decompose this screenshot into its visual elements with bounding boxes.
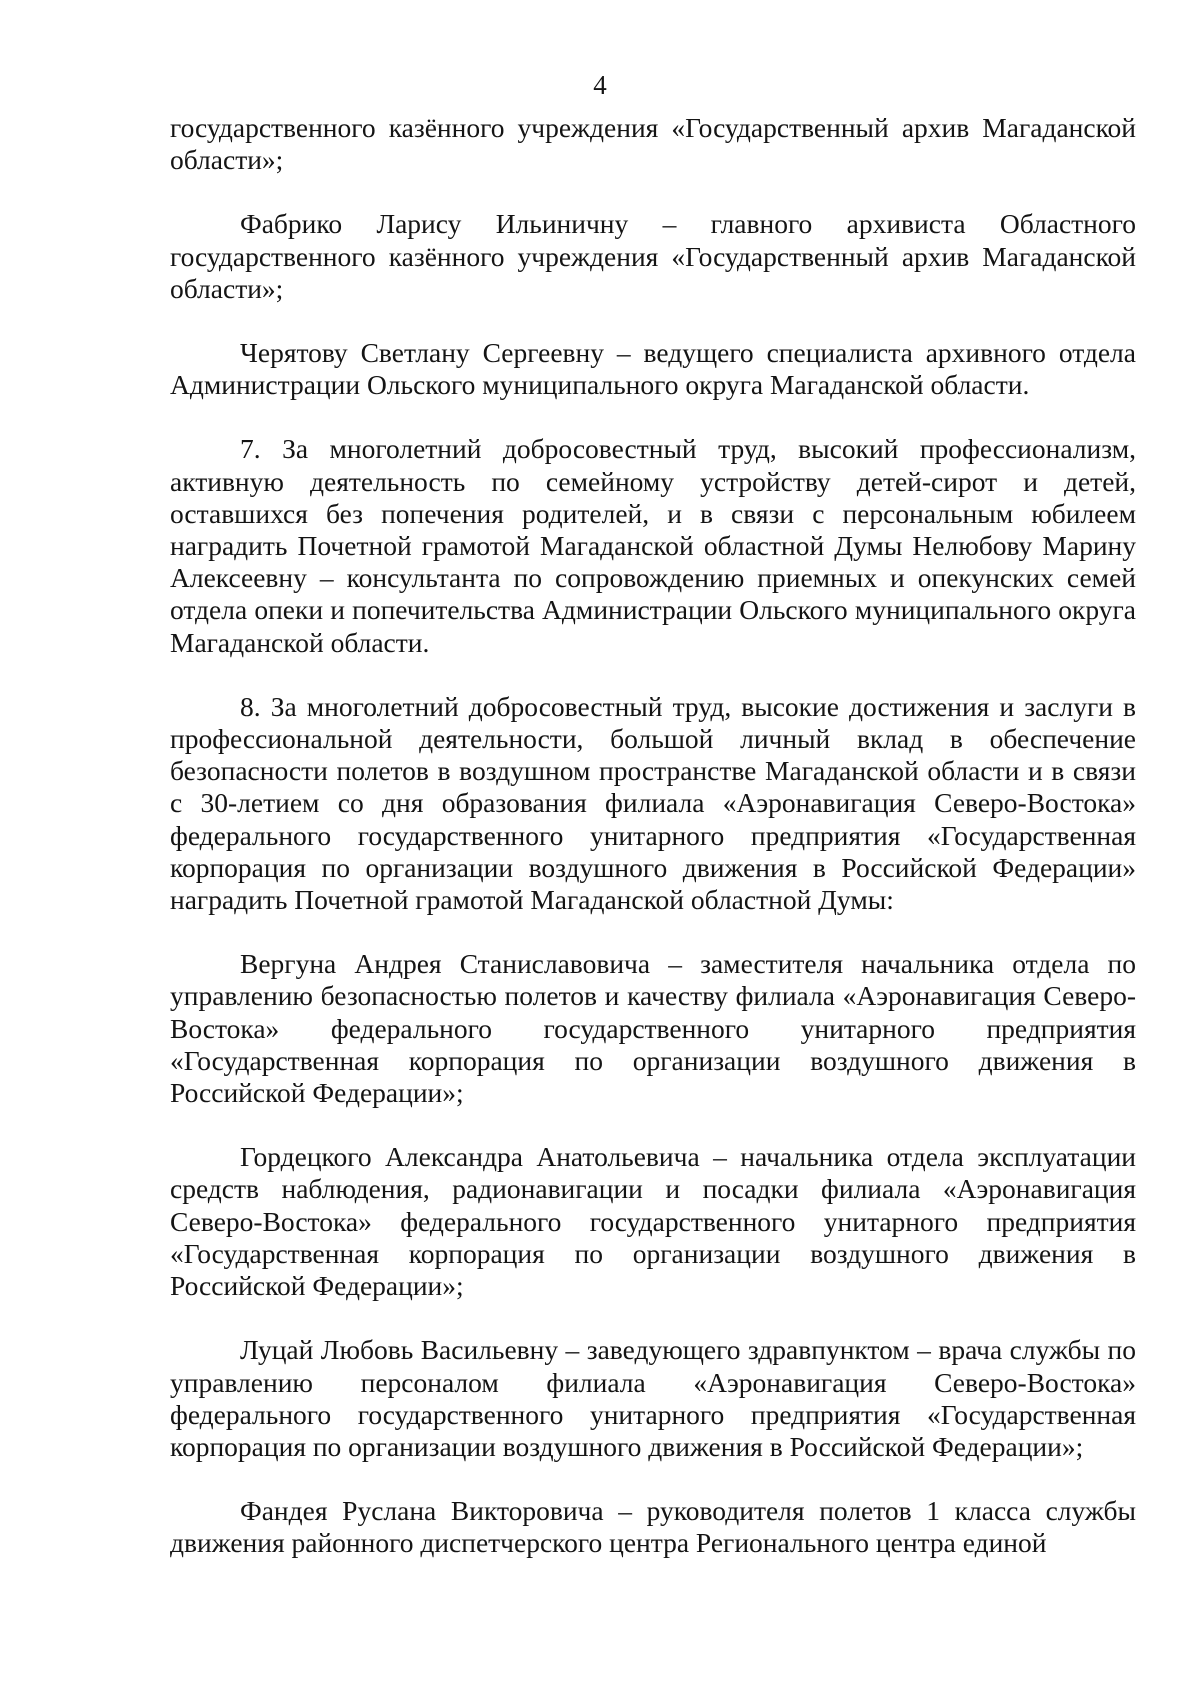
paragraph-gordetsky: Гордецкого Александра Анатольевича – начальника отдела эксплуатации средств наблюдения, радионавигации и посадки филиала «Аэронавигация Северо-Востока» федерального государственного унитарного предприятия «Государственная корпорация по организации воздушного движения в Российской Федерации»; (170, 1141, 1136, 1302)
paragraph-fandey: Фандея Руслана Викторовича – руководителя полетов 1 класса службы движения районного диспетчерского центра Регионального центра единой (170, 1495, 1136, 1559)
paragraph-fabriko: Фабрико Ларису Ильиничну – главного архивиста Областного государственного казённого учреждения «Государственный архив Магаданской области»; (170, 208, 1136, 304)
paragraph-archive-continuation: государственного казённого учреждения «Государственный архив Магаданской области»; (170, 112, 1136, 176)
page-number: 4 (593, 70, 607, 100)
paragraph-lutsai: Луцай Любовь Васильевну – заведующего здравпунктом – врача службы по управлению персоналом филиала «Аэронавигация Северо-Востока» федерального государственного унитарного предприятия «Государственная корпорация по организации воздушного движения в Российской Федерации»; (170, 1334, 1136, 1462)
paragraph-cheryatova: Черятову Светлану Сергеевну – ведущего специалиста архивного отдела Администрации Ольского муниципального округа Магаданской области. (170, 337, 1136, 401)
paragraph-vergun: Вергуна Андрея Станиславовича – заместителя начальника отдела по управлению безопасностью полетов и качеству филиала «Аэронавигация Северо-Востока» федерального государственного унитарного предприятия «Государственная корпорация по организации воздушного движения в Российской Федерации»; (170, 948, 1136, 1109)
document-body (170, 112, 1136, 1560)
paragraph-item-7: 7. За многолетний добросовестный труд, высокий профессионализм, активную деятельность по семейному устройству детей-сирот и детей, оставшихся без попечения родителей, и в связи с персональным юбилеем наградить Почетной грамотой Магаданской областной Думы Нелюбову Марину Алексеевну – консультанта по сопровождению приемных и опекунских семей отдела опеки и попечительства Администрации Ольского муниципального округа Магаданской области. (170, 433, 1136, 658)
paragraph-item-8: 8. За многолетний добросовестный труд, высокие достижения и заслуги в профессиональной деятельности, большой личный вклад в обеспечение безопасности полетов в воздушном пространстве Магаданской области и в связи с 30-летием со дня образования филиала «Аэронавигация Северо-Востока» федерального государственного унитарного предприятия «Государственная корпорация по организации воздушного движения в Российской Федерации» наградить Почетной грамотой Магаданской областной Думы: (170, 690, 1136, 916)
